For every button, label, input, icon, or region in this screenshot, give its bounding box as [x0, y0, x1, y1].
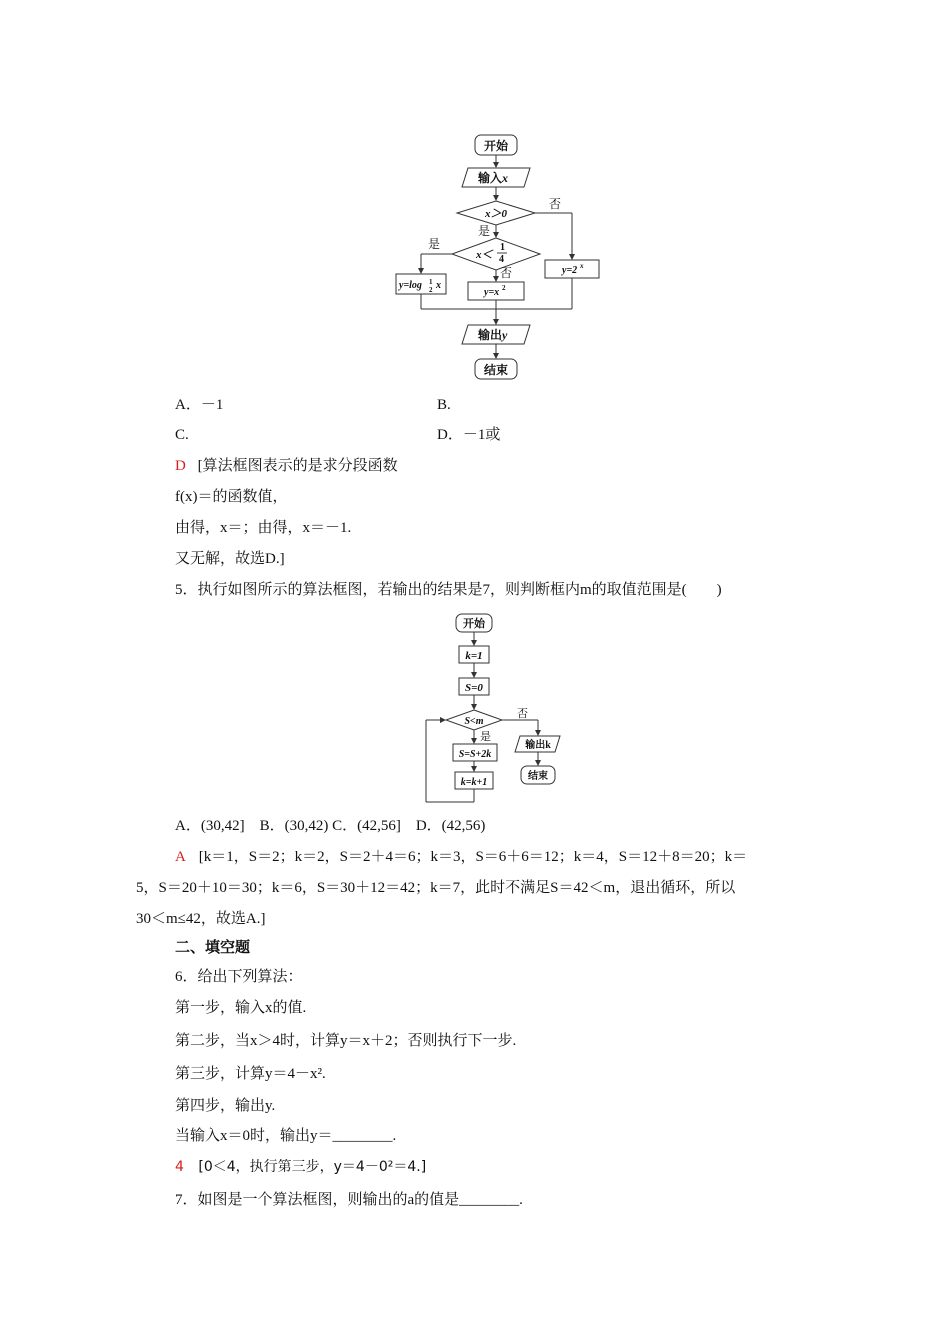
flow2-start-label: 开始	[463, 618, 485, 630]
flow2-yes-label: 是	[480, 731, 491, 743]
flow1-start-label: 开始	[483, 139, 509, 153]
flow1-log-arg: x	[436, 280, 441, 291]
q4-option-b: B.	[437, 397, 451, 413]
flow1-yes1-label: 是	[478, 224, 491, 238]
q6-question: 当输入x＝0时，输出y＝________.	[175, 1128, 397, 1144]
q4-answer-letter: D	[175, 458, 186, 474]
q5-answer-text1: [k＝1，S＝2；k＝2，S＝2＋4＝6；k＝3，S＝6＋6＝12；k＝4，S＝12＋8＝20；k＝	[198, 849, 748, 865]
q4-option-c: C.	[175, 427, 189, 443]
flow1-exp-label: y=2	[562, 265, 578, 276]
flow2-no-label: 否	[517, 708, 528, 720]
svg-text:输入x: 输入x	[478, 171, 509, 185]
flow2-s0-label: S=0	[465, 682, 483, 694]
flow1-log-label: y=log	[399, 280, 422, 291]
flow1-log-base-num: 1	[429, 278, 433, 286]
flow1-cond2-lhs: x＜	[476, 249, 493, 261]
q7-stem: 7．如图是一个算法框图，则输出的a的值是________.	[175, 1192, 523, 1208]
svg-text:y=2	[561, 265, 577, 276]
q4-answer-line3: 由得，x＝；由得，x＝－1.	[175, 520, 352, 536]
flow2-end-label: 结束	[528, 771, 548, 782]
flow1-end-label: 结束	[483, 363, 509, 377]
flow1-square-exp: 2	[502, 284, 506, 292]
q4-answer-text1: [算法框图表示的是求分段函数	[197, 458, 398, 474]
svg-text:y=x	[483, 287, 499, 298]
flow1-square-label: y=x	[484, 287, 500, 298]
q6-answer-text: [0＜4，执行第三步，y＝4－0²＝4.]	[198, 1159, 427, 1175]
flowchart-loop	[420, 610, 570, 810]
flow2-update-k-label: k=k+1	[460, 777, 488, 788]
q4-answer-line2: f(x)＝的函数值，	[175, 489, 288, 505]
flow1-exp-exp: x	[580, 262, 584, 270]
q6-step4: 第四步，输出y.	[175, 1098, 276, 1114]
q6-answer-value: 4	[175, 1159, 184, 1175]
flow1-yes2-label: 是	[428, 237, 441, 251]
svg-text:y=log	[398, 280, 422, 291]
flow1-cond1-label: x＞0	[485, 208, 507, 220]
q5-answer-line1	[175, 847, 747, 867]
q4-answer-line1	[175, 456, 398, 476]
section-fill-blank-title: 二、填空题	[175, 940, 251, 956]
q5-stem: 5．执行如图所示的算法框图，若输出的结果是7，则判断框内m的取值范围是( )	[175, 582, 722, 598]
q5-answer-line2: 5，S＝20＋10＝30；k＝6，S＝30＋12＝42；k＝7，此时不满足S＝42＜m，退出循环，所以	[136, 880, 736, 896]
flow1-no1-label: 否	[549, 197, 562, 211]
q5-answer-line3: 30＜m≤42，故选A.]	[136, 911, 266, 927]
flow2-cond-label: S<m	[464, 716, 484, 727]
flowchart-piecewise	[380, 128, 620, 388]
q4-option-d: D．－1或	[437, 427, 501, 443]
q6-answer-line	[175, 1157, 426, 1177]
q6-step3: 第三步，计算y＝4－x².	[175, 1066, 326, 1082]
flow2-output-label: 输出k	[525, 740, 551, 751]
flow1-cond2-node	[452, 238, 540, 270]
q4-option-a: A．－1	[175, 397, 224, 413]
flow1-output-label: 输出	[478, 328, 503, 342]
flow1-no2-label: 否	[500, 266, 513, 280]
q6-stem: 6．给出下列算法：	[175, 969, 303, 985]
q5-answer-letter: A	[175, 849, 186, 865]
flow1-cond2-num: 1	[500, 242, 505, 253]
flow1-log-base-den: 2	[429, 286, 433, 294]
q5-options: A．(30,42] B．(30,42) C．(42,56] D．(42,56)	[175, 818, 486, 834]
flow2-update-s-label: S=S+2k	[458, 749, 492, 760]
q4-answer-line4: 又无解，故选D.]	[175, 551, 285, 567]
flow2-k1-label: k=1	[465, 650, 483, 662]
q6-step2: 第二步，当x＞4时，计算y＝x＋2；否则执行下一步.	[175, 1033, 517, 1049]
q6-step1: 第一步，输入x的值.	[175, 1000, 307, 1016]
flow1-cond2-den: 4	[499, 254, 504, 265]
svg-text:输出y: 输出y	[478, 328, 508, 342]
flow1-input-label: 输入	[478, 171, 503, 185]
